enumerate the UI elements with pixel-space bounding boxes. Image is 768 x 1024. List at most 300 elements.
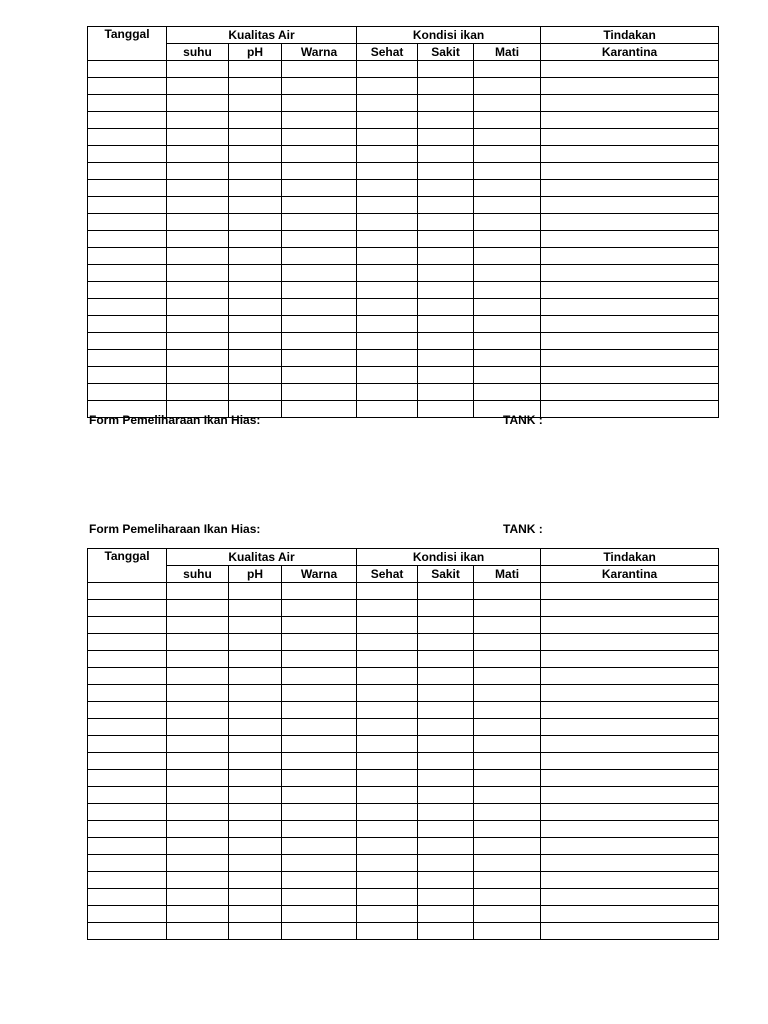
table-cell[interactable]: [357, 112, 418, 129]
table-cell[interactable]: [282, 78, 357, 95]
table-cell[interactable]: [541, 855, 719, 872]
table-cell[interactable]: [88, 384, 167, 401]
table-cell[interactable]: [474, 265, 541, 282]
table-cell[interactable]: [541, 163, 719, 180]
table-cell[interactable]: [229, 583, 282, 600]
table-cell[interactable]: [541, 282, 719, 299]
table-cell[interactable]: [167, 350, 229, 367]
table-cell[interactable]: [167, 600, 229, 617]
table-cell[interactable]: [282, 384, 357, 401]
table-cell[interactable]: [541, 753, 719, 770]
table-cell[interactable]: [474, 702, 541, 719]
table-cell[interactable]: [418, 163, 474, 180]
table-cell[interactable]: [88, 95, 167, 112]
table-cell[interactable]: [282, 787, 357, 804]
table-cell[interactable]: [418, 333, 474, 350]
table-cell[interactable]: [541, 821, 719, 838]
table-cell[interactable]: [418, 872, 474, 889]
table-cell[interactable]: [418, 855, 474, 872]
table-cell[interactable]: [474, 231, 541, 248]
table-cell[interactable]: [357, 685, 418, 702]
table-cell[interactable]: [167, 736, 229, 753]
table-cell[interactable]: [541, 384, 719, 401]
table-cell[interactable]: [474, 180, 541, 197]
table-cell[interactable]: [167, 180, 229, 197]
table-cell[interactable]: [88, 838, 167, 855]
table-cell[interactable]: [88, 333, 167, 350]
table-cell[interactable]: [474, 787, 541, 804]
table-cell[interactable]: [167, 753, 229, 770]
table-cell[interactable]: [357, 282, 418, 299]
table-cell[interactable]: [88, 668, 167, 685]
table-cell[interactable]: [474, 804, 541, 821]
table-cell[interactable]: [357, 923, 418, 940]
table-cell[interactable]: [474, 719, 541, 736]
table-cell[interactable]: [88, 855, 167, 872]
table-cell[interactable]: [282, 401, 357, 418]
table-cell[interactable]: [418, 838, 474, 855]
table-cell[interactable]: [88, 112, 167, 129]
table-cell[interactable]: [167, 197, 229, 214]
table-cell[interactable]: [167, 367, 229, 384]
table-cell[interactable]: [541, 299, 719, 316]
table-cell[interactable]: [167, 872, 229, 889]
table-cell[interactable]: [474, 299, 541, 316]
table-cell[interactable]: [541, 923, 719, 940]
table-cell[interactable]: [418, 770, 474, 787]
table-cell[interactable]: [474, 78, 541, 95]
table-cell[interactable]: [474, 146, 541, 163]
table-cell[interactable]: [167, 282, 229, 299]
table-cell[interactable]: [282, 265, 357, 282]
table-cell[interactable]: [357, 583, 418, 600]
table-cell[interactable]: [474, 197, 541, 214]
table-cell[interactable]: [418, 265, 474, 282]
table-cell[interactable]: [167, 214, 229, 231]
table-cell[interactable]: [167, 95, 229, 112]
table-cell[interactable]: [418, 61, 474, 78]
table-cell[interactable]: [541, 265, 719, 282]
table-cell[interactable]: [88, 787, 167, 804]
table-cell[interactable]: [229, 180, 282, 197]
table-cell[interactable]: [282, 923, 357, 940]
table-cell[interactable]: [474, 61, 541, 78]
table-cell[interactable]: [229, 719, 282, 736]
table-cell[interactable]: [88, 78, 167, 95]
table-cell[interactable]: [229, 872, 282, 889]
table-cell[interactable]: [357, 197, 418, 214]
table-cell[interactable]: [418, 821, 474, 838]
table-cell[interactable]: [357, 872, 418, 889]
table-cell[interactable]: [474, 923, 541, 940]
table-cell[interactable]: [474, 350, 541, 367]
table-cell[interactable]: [541, 350, 719, 367]
table-cell[interactable]: [418, 282, 474, 299]
table-cell[interactable]: [229, 770, 282, 787]
table-cell[interactable]: [282, 685, 357, 702]
table-cell[interactable]: [357, 600, 418, 617]
table-cell[interactable]: [282, 855, 357, 872]
table-cell[interactable]: [357, 906, 418, 923]
table-cell[interactable]: [229, 702, 282, 719]
table-cell[interactable]: [474, 316, 541, 333]
table-cell[interactable]: [541, 61, 719, 78]
table-cell[interactable]: [541, 634, 719, 651]
table-cell[interactable]: [418, 634, 474, 651]
table-cell[interactable]: [88, 282, 167, 299]
table-cell[interactable]: [229, 129, 282, 146]
table-cell[interactable]: [88, 231, 167, 248]
table-cell[interactable]: [474, 906, 541, 923]
table-cell[interactable]: [541, 129, 719, 146]
table-cell[interactable]: [282, 146, 357, 163]
table-cell[interactable]: [282, 821, 357, 838]
table-cell[interactable]: [282, 95, 357, 112]
table-cell[interactable]: [474, 600, 541, 617]
table-cell[interactable]: [474, 651, 541, 668]
table-cell[interactable]: [357, 753, 418, 770]
table-cell[interactable]: [357, 129, 418, 146]
table-cell[interactable]: [167, 384, 229, 401]
table-cell[interactable]: [357, 299, 418, 316]
table-cell[interactable]: [418, 248, 474, 265]
table-cell[interactable]: [229, 367, 282, 384]
table-cell[interactable]: [474, 685, 541, 702]
table-cell[interactable]: [541, 770, 719, 787]
table-cell[interactable]: [357, 401, 418, 418]
table-cell[interactable]: [282, 180, 357, 197]
table-cell[interactable]: [418, 112, 474, 129]
table-cell[interactable]: [282, 906, 357, 923]
table-cell[interactable]: [229, 736, 282, 753]
table-cell[interactable]: [167, 248, 229, 265]
table-cell[interactable]: [282, 753, 357, 770]
table-cell[interactable]: [541, 651, 719, 668]
table-cell[interactable]: [357, 180, 418, 197]
table-cell[interactable]: [357, 617, 418, 634]
table-cell[interactable]: [418, 736, 474, 753]
table-cell[interactable]: [357, 668, 418, 685]
table-cell[interactable]: [167, 787, 229, 804]
table-cell[interactable]: [282, 719, 357, 736]
table-cell[interactable]: [88, 299, 167, 316]
table-cell[interactable]: [229, 787, 282, 804]
table-cell[interactable]: [167, 668, 229, 685]
table-cell[interactable]: [418, 719, 474, 736]
table-cell[interactable]: [229, 384, 282, 401]
table-cell[interactable]: [541, 838, 719, 855]
table-cell[interactable]: [474, 248, 541, 265]
table-cell[interactable]: [88, 923, 167, 940]
table-cell[interactable]: [229, 350, 282, 367]
table-cell[interactable]: [88, 129, 167, 146]
table-cell[interactable]: [229, 906, 282, 923]
table-cell[interactable]: [541, 787, 719, 804]
table-cell[interactable]: [474, 333, 541, 350]
table-cell[interactable]: [541, 248, 719, 265]
table-cell[interactable]: [357, 855, 418, 872]
table-cell[interactable]: [541, 889, 719, 906]
table-cell[interactable]: [357, 146, 418, 163]
table-cell[interactable]: [474, 668, 541, 685]
table-cell[interactable]: [357, 248, 418, 265]
table-cell[interactable]: [418, 583, 474, 600]
table-cell[interactable]: [282, 61, 357, 78]
table-cell[interactable]: [229, 78, 282, 95]
table-cell[interactable]: [167, 299, 229, 316]
table-cell[interactable]: [357, 787, 418, 804]
table-cell[interactable]: [541, 333, 719, 350]
table-cell[interactable]: [418, 889, 474, 906]
table-cell[interactable]: [418, 299, 474, 316]
table-cell[interactable]: [229, 617, 282, 634]
table-cell[interactable]: [88, 889, 167, 906]
table-cell[interactable]: [357, 61, 418, 78]
table-cell[interactable]: [229, 634, 282, 651]
table-cell[interactable]: [88, 197, 167, 214]
table-cell[interactable]: [229, 333, 282, 350]
table-cell[interactable]: [357, 78, 418, 95]
table-cell[interactable]: [541, 197, 719, 214]
table-cell[interactable]: [282, 617, 357, 634]
table-cell[interactable]: [167, 333, 229, 350]
table-cell[interactable]: [229, 855, 282, 872]
table-cell[interactable]: [282, 316, 357, 333]
table-cell[interactable]: [167, 906, 229, 923]
table-cell[interactable]: [541, 316, 719, 333]
table-cell[interactable]: [541, 583, 719, 600]
table-cell[interactable]: [88, 804, 167, 821]
table-cell[interactable]: [167, 838, 229, 855]
table-cell[interactable]: [167, 146, 229, 163]
table-cell[interactable]: [474, 889, 541, 906]
table-cell[interactable]: [229, 651, 282, 668]
table-cell[interactable]: [282, 350, 357, 367]
table-cell[interactable]: [282, 770, 357, 787]
table-cell[interactable]: [282, 872, 357, 889]
table-cell[interactable]: [88, 214, 167, 231]
table-cell[interactable]: [88, 316, 167, 333]
table-cell[interactable]: [541, 719, 719, 736]
table-cell[interactable]: [282, 804, 357, 821]
table-cell[interactable]: [282, 129, 357, 146]
table-cell[interactable]: [229, 214, 282, 231]
table-cell[interactable]: [418, 350, 474, 367]
table-cell[interactable]: [167, 163, 229, 180]
table-cell[interactable]: [357, 804, 418, 821]
table-cell[interactable]: [418, 600, 474, 617]
table-cell[interactable]: [88, 651, 167, 668]
table-cell[interactable]: [474, 821, 541, 838]
table-cell[interactable]: [474, 736, 541, 753]
table-cell[interactable]: [229, 61, 282, 78]
table-cell[interactable]: [167, 129, 229, 146]
table-cell[interactable]: [357, 634, 418, 651]
table-cell[interactable]: [541, 78, 719, 95]
table-cell[interactable]: [357, 838, 418, 855]
table-cell[interactable]: [282, 214, 357, 231]
table-cell[interactable]: [229, 231, 282, 248]
table-cell[interactable]: [541, 668, 719, 685]
table-cell[interactable]: [541, 702, 719, 719]
table-cell[interactable]: [167, 855, 229, 872]
table-cell[interactable]: [88, 265, 167, 282]
table-cell[interactable]: [88, 719, 167, 736]
table-cell[interactable]: [282, 197, 357, 214]
table-cell[interactable]: [474, 855, 541, 872]
table-cell[interactable]: [229, 282, 282, 299]
table-cell[interactable]: [88, 736, 167, 753]
table-cell[interactable]: [357, 736, 418, 753]
table-cell[interactable]: [474, 753, 541, 770]
table-cell[interactable]: [418, 367, 474, 384]
table-cell[interactable]: [418, 231, 474, 248]
table-cell[interactable]: [418, 197, 474, 214]
table-cell[interactable]: [229, 299, 282, 316]
table-cell[interactable]: [167, 112, 229, 129]
table-cell[interactable]: [167, 583, 229, 600]
table-cell[interactable]: [282, 333, 357, 350]
table-cell[interactable]: [167, 78, 229, 95]
table-cell[interactable]: [167, 702, 229, 719]
table-cell[interactable]: [541, 906, 719, 923]
table-cell[interactable]: [229, 316, 282, 333]
table-cell[interactable]: [282, 651, 357, 668]
table-cell[interactable]: [418, 95, 474, 112]
table-cell[interactable]: [88, 906, 167, 923]
table-cell[interactable]: [282, 367, 357, 384]
table-cell[interactable]: [474, 770, 541, 787]
table-cell[interactable]: [167, 651, 229, 668]
table-cell[interactable]: [88, 146, 167, 163]
table-cell[interactable]: [474, 214, 541, 231]
table-cell[interactable]: [357, 821, 418, 838]
table-cell[interactable]: [474, 367, 541, 384]
table-cell[interactable]: [474, 838, 541, 855]
table-cell[interactable]: [541, 401, 719, 418]
table-cell[interactable]: [229, 146, 282, 163]
table-cell[interactable]: [282, 736, 357, 753]
table-cell[interactable]: [541, 112, 719, 129]
table-cell[interactable]: [541, 231, 719, 248]
table-cell[interactable]: [357, 770, 418, 787]
table-cell[interactable]: [229, 163, 282, 180]
table-cell[interactable]: [357, 719, 418, 736]
table-cell[interactable]: [418, 906, 474, 923]
table-cell[interactable]: [88, 685, 167, 702]
table-cell[interactable]: [229, 821, 282, 838]
table-cell[interactable]: [357, 367, 418, 384]
table-cell[interactable]: [357, 95, 418, 112]
table-cell[interactable]: [541, 685, 719, 702]
table-cell[interactable]: [167, 719, 229, 736]
table-cell[interactable]: [88, 702, 167, 719]
table-cell[interactable]: [357, 350, 418, 367]
table-cell[interactable]: [282, 583, 357, 600]
table-cell[interactable]: [229, 889, 282, 906]
table-cell[interactable]: [282, 889, 357, 906]
table-cell[interactable]: [357, 333, 418, 350]
table-cell[interactable]: [167, 316, 229, 333]
table-cell[interactable]: [474, 384, 541, 401]
table-cell[interactable]: [229, 248, 282, 265]
table-cell[interactable]: [229, 668, 282, 685]
table-cell[interactable]: [88, 367, 167, 384]
table-cell[interactable]: [541, 214, 719, 231]
table-cell[interactable]: [418, 401, 474, 418]
table-cell[interactable]: [474, 95, 541, 112]
table-cell[interactable]: [167, 634, 229, 651]
table-cell[interactable]: [357, 214, 418, 231]
table-cell[interactable]: [418, 214, 474, 231]
table-cell[interactable]: [88, 634, 167, 651]
table-cell[interactable]: [418, 146, 474, 163]
table-cell[interactable]: [167, 617, 229, 634]
table-cell[interactable]: [541, 367, 719, 384]
table-cell[interactable]: [282, 231, 357, 248]
table-cell[interactable]: [418, 702, 474, 719]
table-cell[interactable]: [229, 95, 282, 112]
table-cell[interactable]: [541, 180, 719, 197]
table-cell[interactable]: [282, 163, 357, 180]
table-cell[interactable]: [474, 634, 541, 651]
table-cell[interactable]: [541, 736, 719, 753]
table-cell[interactable]: [474, 583, 541, 600]
table-cell[interactable]: [88, 617, 167, 634]
table-cell[interactable]: [418, 129, 474, 146]
table-cell[interactable]: [282, 702, 357, 719]
table-cell[interactable]: [418, 923, 474, 940]
table-cell[interactable]: [282, 634, 357, 651]
table-cell[interactable]: [418, 685, 474, 702]
table-cell[interactable]: [88, 600, 167, 617]
table-cell[interactable]: [474, 617, 541, 634]
table-cell[interactable]: [541, 804, 719, 821]
table-cell[interactable]: [167, 61, 229, 78]
table-cell[interactable]: [474, 129, 541, 146]
table-cell[interactable]: [418, 78, 474, 95]
table-cell[interactable]: [167, 889, 229, 906]
table-cell[interactable]: [167, 685, 229, 702]
table-cell[interactable]: [88, 770, 167, 787]
table-cell[interactable]: [418, 804, 474, 821]
table-cell[interactable]: [88, 350, 167, 367]
table-cell[interactable]: [88, 248, 167, 265]
table-cell[interactable]: [88, 753, 167, 770]
table-cell[interactable]: [418, 316, 474, 333]
table-cell[interactable]: [229, 838, 282, 855]
table-cell[interactable]: [282, 112, 357, 129]
table-cell[interactable]: [418, 180, 474, 197]
table-cell[interactable]: [357, 231, 418, 248]
table-cell[interactable]: [541, 95, 719, 112]
table-cell[interactable]: [282, 299, 357, 316]
table-cell[interactable]: [229, 600, 282, 617]
table-cell[interactable]: [282, 838, 357, 855]
table-cell[interactable]: [88, 61, 167, 78]
table-cell[interactable]: [357, 163, 418, 180]
table-cell[interactable]: [229, 685, 282, 702]
table-cell[interactable]: [418, 617, 474, 634]
table-cell[interactable]: [167, 923, 229, 940]
table-cell[interactable]: [282, 600, 357, 617]
table-cell[interactable]: [474, 282, 541, 299]
table-cell[interactable]: [167, 804, 229, 821]
table-cell[interactable]: [88, 583, 167, 600]
table-cell[interactable]: [229, 804, 282, 821]
table-cell[interactable]: [418, 651, 474, 668]
table-cell[interactable]: [88, 872, 167, 889]
